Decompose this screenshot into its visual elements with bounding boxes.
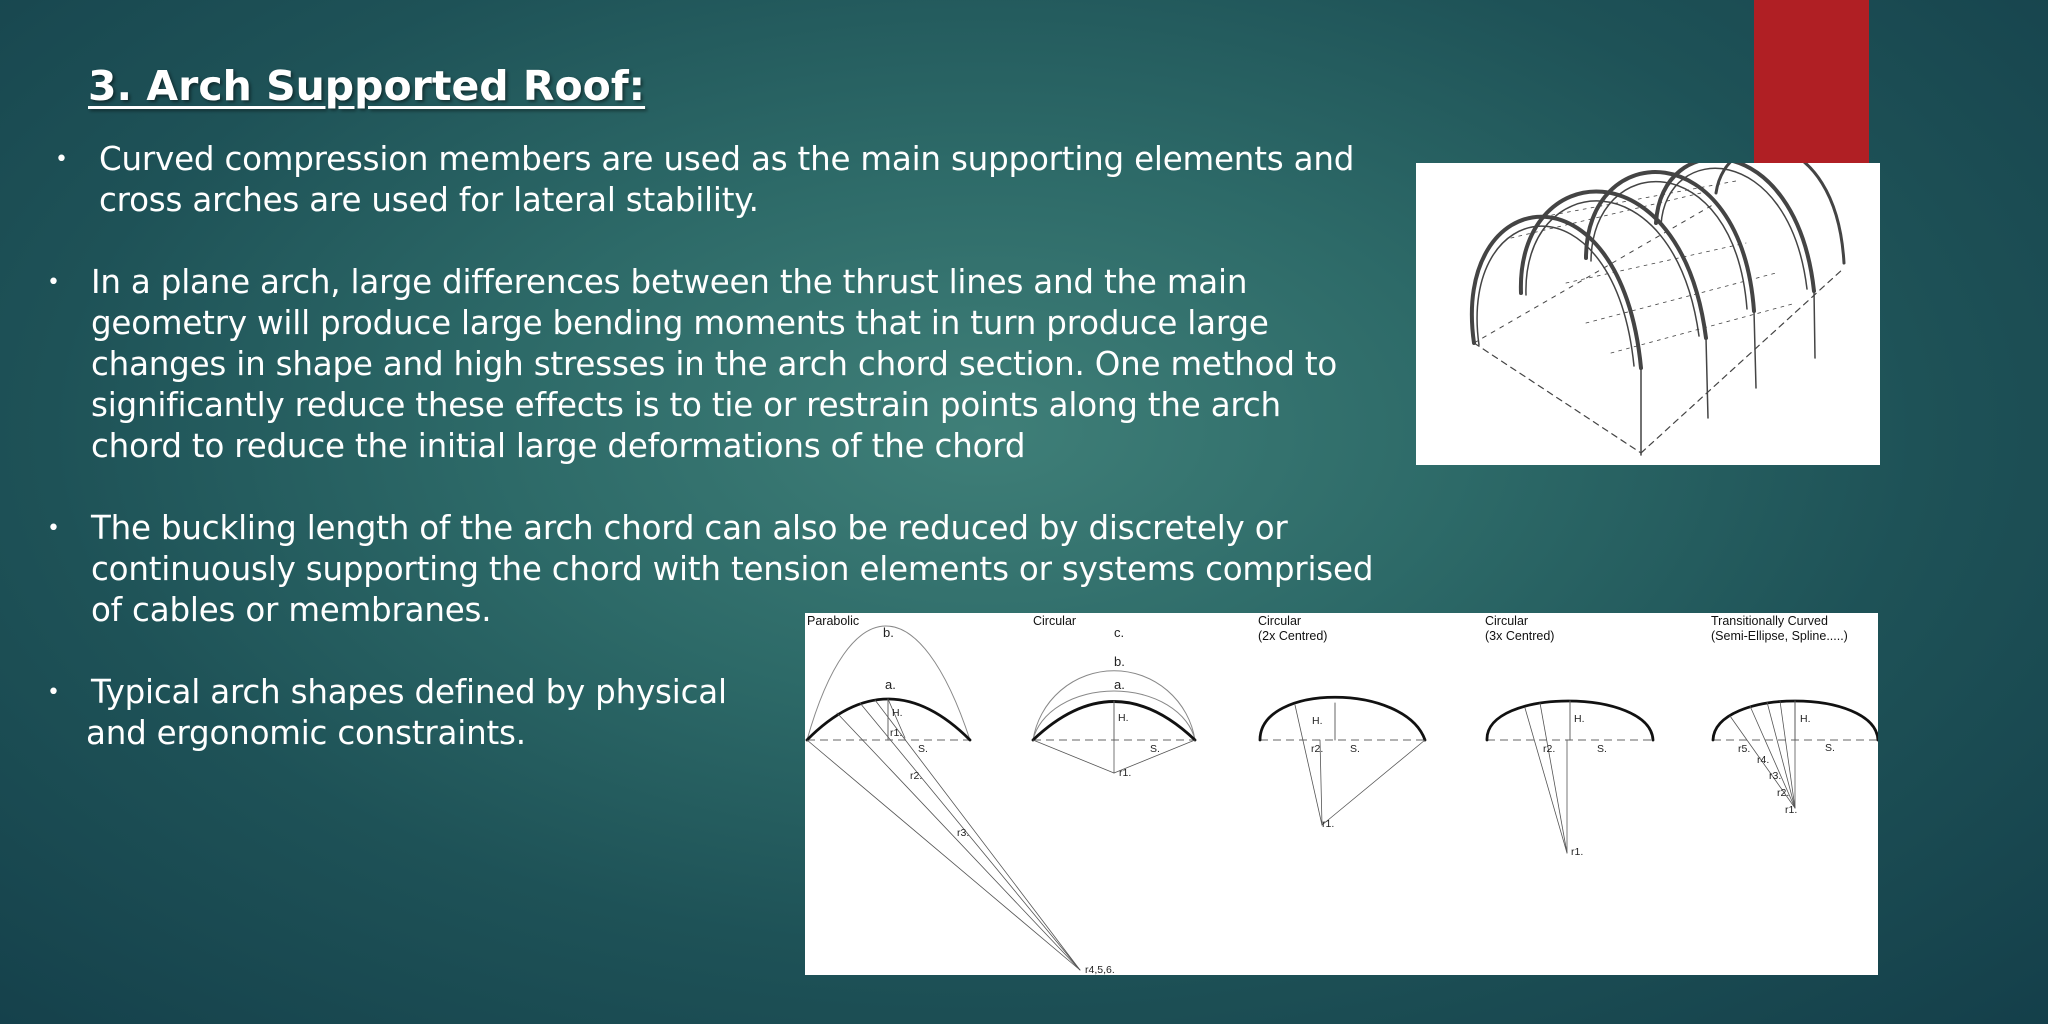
bullet-line: changes in shape and high stresses in the arch chord section. One method to (91, 345, 1338, 383)
label-r1: r1. (890, 727, 903, 739)
bullet-line: Typical arch shapes defined by physical (91, 673, 727, 711)
bullet-dot: • (47, 516, 60, 541)
label-S: S. (1597, 743, 1607, 755)
label-H: H. (1118, 712, 1129, 724)
label-r3: r3. (1769, 770, 1782, 782)
bullet-line: continuously supporting the chord with tension elements or systems comprised (91, 550, 1374, 588)
label-r2: r2. (1543, 743, 1556, 755)
label-r1: r1. (1571, 846, 1584, 858)
bullet-line: and ergonomic constraints. (86, 714, 526, 752)
label-r1: r1. (1785, 804, 1798, 816)
bullet-compression-members (55, 139, 1355, 221)
label-r2: r2. (1311, 743, 1324, 755)
panel-title-circular-3x: Circular (3x Centred) (1485, 614, 1555, 643)
label-H: H. (1312, 715, 1323, 727)
label-S: S. (1150, 743, 1160, 755)
label-r456: r4,5,6. (1085, 964, 1115, 975)
label-r2: r2. (910, 770, 923, 782)
arch-roof-sketch (1416, 163, 1880, 465)
panel-title-parabolic: Parabolic (807, 614, 860, 628)
label-r1: r1. (1119, 767, 1132, 779)
bullet-line: chord to reduce the initial large deformations of the chord (91, 427, 1026, 465)
label-H: H. (1574, 713, 1585, 725)
bullet-line: geometry will produce large bending moments that in turn produce large (91, 304, 1269, 342)
bullet-dot: • (47, 680, 60, 705)
panel-title-circular: Circular (1033, 614, 1077, 628)
label-r3: r3. (957, 827, 970, 839)
label-b: b. (883, 625, 894, 640)
label-r5: r5. (1738, 743, 1751, 755)
panel-title-circular-2x: Circular (2x Centred) (1258, 614, 1328, 643)
bullet-plane-arch (47, 262, 1338, 467)
bullet-line: Curved compression members are used as the main supporting elements and (99, 140, 1355, 178)
label-S: S. (918, 743, 928, 755)
bullet-dot: • (47, 270, 60, 295)
arch-shapes-drawing (805, 613, 1878, 975)
label-S: S. (1350, 743, 1360, 755)
arch-roof-sketch-drawing (1416, 163, 1880, 465)
bullet-arch-shapes (47, 672, 727, 754)
label-r1: r1. (1322, 818, 1335, 830)
bullet-line: In a plane arch, large differences between the thrust lines and the main (91, 263, 1248, 301)
label-H: H. (1800, 713, 1811, 725)
label-b: b. (1114, 654, 1125, 669)
accent-bar (1754, 0, 1869, 165)
label-r2: r2. (1777, 787, 1790, 799)
bullet-line: of cables or membranes. (91, 591, 492, 629)
bullet-dot: • (55, 147, 68, 172)
panel-title-transitional: Transitionally Curved (Semi-Ellipse, Spline.....) (1711, 614, 1848, 643)
label-r4: r4. (1757, 754, 1770, 766)
label-S: S. (1825, 742, 1835, 754)
bullet-line: cross arches are used for lateral stability. (99, 181, 759, 219)
slide-title: 3. Arch Supported Roof: (88, 62, 646, 110)
bullet-line: The buckling length of the arch chord can also be reduced by discretely or (91, 509, 1288, 547)
label-c: c. (1114, 625, 1125, 640)
label-a: a. (885, 677, 896, 692)
arch-shapes-diagram (805, 613, 1878, 975)
bullet-line: significantly reduce these effects is to tie or restrain points along the arch (91, 386, 1281, 424)
label-a: a. (1114, 677, 1125, 692)
label-H: H. (892, 707, 903, 719)
